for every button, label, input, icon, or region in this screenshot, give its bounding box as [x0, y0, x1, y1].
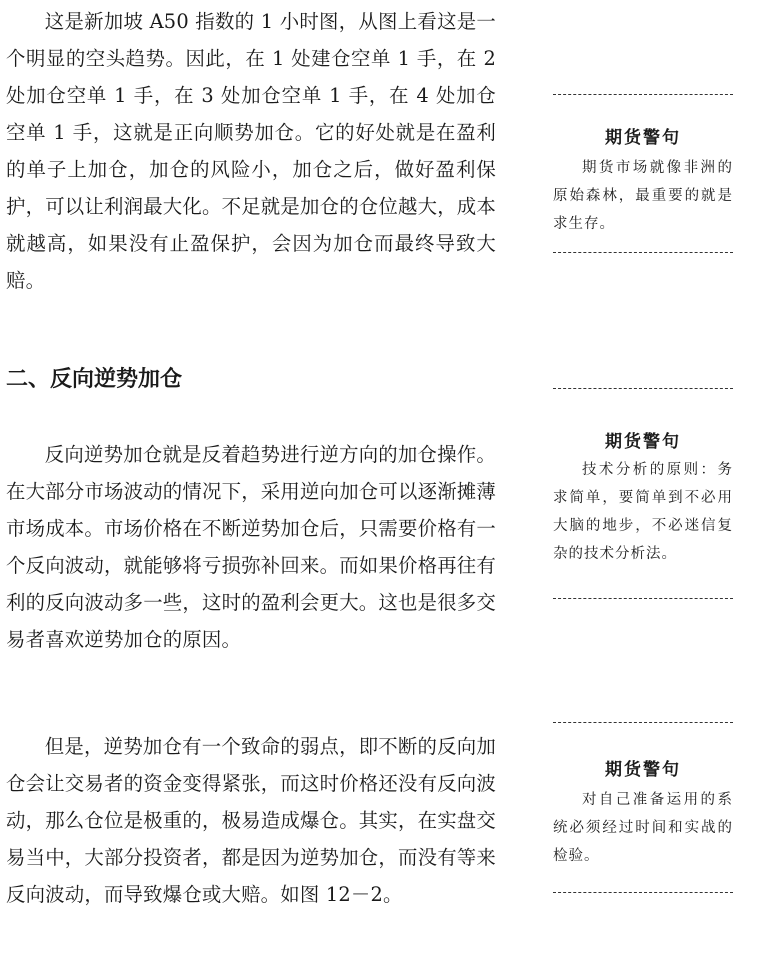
quote-text: 技术分析的原则：务求简单，要简单到不必用大脑的地步，不必迷信复杂的技术分析法。 [553, 462, 733, 562]
dashed-divider [553, 892, 733, 893]
quote-title: 期货警句 [605, 432, 681, 452]
dashed-divider [553, 598, 733, 599]
quote-text: 对自己准备运用的系统必须经过时间和实战的检验。 [553, 792, 733, 864]
paragraph-forward-adding: 这是新加坡 A50 指数的 1 小时图，从图上看这是一个明显的空头趋势。因此，在 1 处建仓空单 1 手，在 2 处加仓空单 1 手，在 3 处加仓空单 1 手，在 4 处加仓空单 1 手，这就是正向顺势加仓。它的好处就是在盈利的单子上加仓，加仓的风险小，加仓之后，做好盈利保护，可以让利润最大化。不足就是加仓的仓位越大，成本就越高，如果没有止盈保护，会因为加仓而最终导致大赔。 [6, 10, 496, 292]
paragraph-weakness: 但是，逆势加仓有一个致命的弱点，即不断的反向加仓会让交易者的资金变得紧张，而这时价格还没有反向波动，那么仓位是极重的，极易造成爆仓。其实，在实盘交易当中，大部分投资者，都是因为逆势加仓，而没有等来反向波动，而导致爆仓或大赔。如图 12－2。 [6, 735, 496, 906]
quote-text: 期货市场就像非洲的原始森林，最重要的就是求生存。 [553, 160, 733, 232]
paragraph-reverse-adding: 反向逆势加仓就是反着趋势进行逆方向的加仓操作。在大部分市场波动的情况下，采用逆向加仓可以逐渐摊薄市场成本。市场价格在不断逆势加仓后，只需要价格有一个反向波动，就能够将亏损弥补回来。而如果价格再往有利的反向波动多一些，这时的盈利会更大。这也是很多交易者喜欢逆势加仓的原因。 [6, 443, 496, 651]
section-heading: 二、反向逆势加仓 [6, 367, 183, 392]
dashed-divider [553, 94, 733, 95]
dashed-divider [553, 388, 733, 389]
dashed-divider [553, 252, 733, 253]
futures-quote-box-3 [553, 722, 733, 893]
dashed-divider [553, 722, 733, 723]
futures-quote-box-2 [553, 388, 733, 599]
quote-title: 期货警句 [605, 128, 681, 148]
futures-quote-box-1 [553, 94, 733, 253]
quote-title: 期货警句 [605, 760, 681, 780]
